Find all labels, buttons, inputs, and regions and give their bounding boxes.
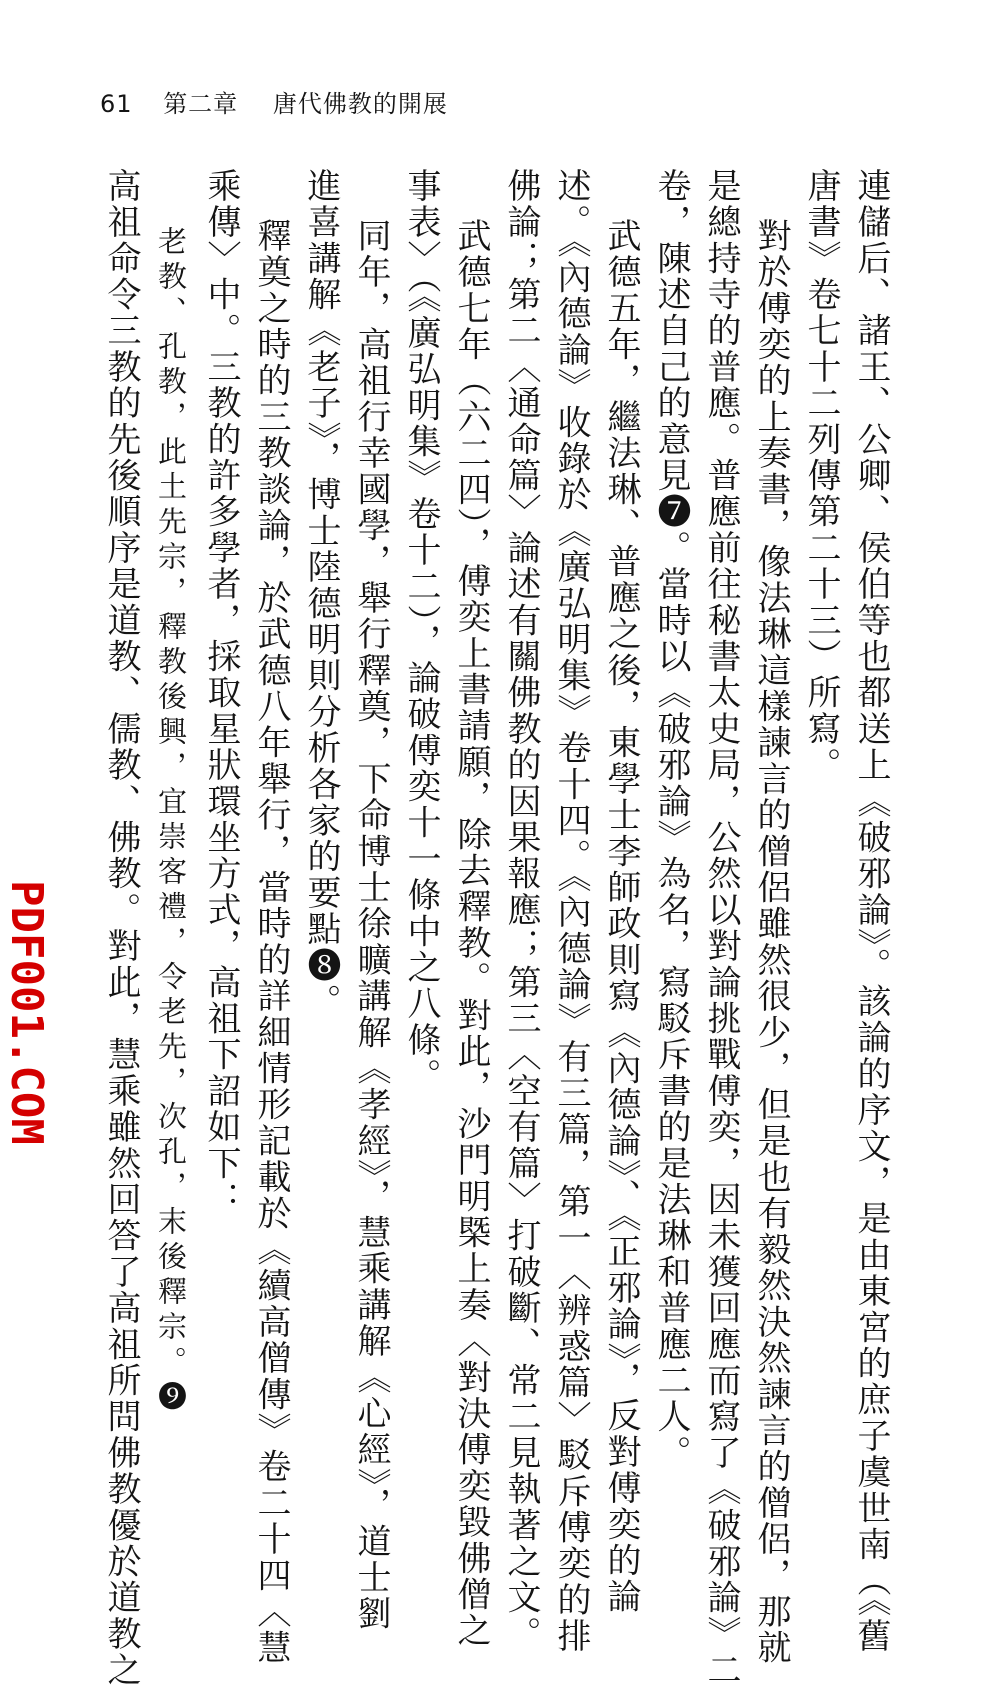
text-column: 連儲后、諸王、公卿、侯伯等也都送上《破邪論》。該論的序文，是由東宮的庶子虞世南（《舊 [851,168,891,1655]
text-column: 唐書》卷七十二列傳第二十三）所寫。 [801,168,841,784]
text-column: 事表〉（《廣弘明集》卷十二），論破傅奕十一條中之八條。 [401,168,441,1095]
quote-column: 老教、孔教，此土先宗，釋教後興，宜崇客禮，令老先，次孔，末後釋宗。❾ [154,226,188,1416]
running-head [100,84,448,119]
text-column: 同年，高祖行幸國學，舉行釋奠，下命博士徐曠講解《孝經》，慧乘講解《心經》，道士劉 [351,218,391,1632]
text-column: 武德五年，繼法琳、普應之後，東學士李師政則寫《內德論》、《正邪論》，反對傅奕的論 [601,218,641,1615]
text-column: 述。《內德論》收錄於《廣弘明集》卷十四。《內德論》有三篇，第一〈辨惑篇〉駁斥傅奕的排 [551,168,591,1655]
text-column: 進喜講解《老子》，博士陸德明則分析各家的要點❽。 [301,168,341,1020]
text-column: 佛論；第二〈通命篇〉論述有關佛教的因果報應；第三〈空有篇〉打破斷、常二見執著之文。 [501,168,541,1653]
chapter-label: 第二章 [163,90,239,118]
text-column: 乘傳〉中。三教的許多學者，採取星狀環坐方式，高祖下詔如下： [201,168,241,1218]
text-column: 武德七年（六二四），傅奕上書請願，除去釋教。對此，沙門明槩上奏〈對決傅奕毀佛僧之 [451,218,491,1649]
watermark: PDF001.COM [1,880,52,1145]
text-column: 高祖命令三教的先後順序是道教、儒教、佛教。對此，慧乘雖然回答了高祖所問佛教優於道教之 [101,168,141,1688]
body-text [96,168,896,1688]
text-column: 是總持寺的普應。普應前往秘書太史局，公然以對論挑戰傅奕，因未獲回應而寫了《破邪論》二 [701,168,741,1688]
text-column: 卷，陳述自己的意見❼。當時以《破邪論》為名，寫駁斥書的是法琳和普應二人。 [651,168,691,1472]
text-column: 釋奠之時的三教談論，於武德八年舉行，當時的詳細情形記載於《續高僧傳》卷二十四〈慧 [251,218,291,1666]
text-column: 對於傅奕的上奏書，像法琳這樣諫言的僧侶雖然很少，但是也有毅然決然諫言的僧侶，那就 [751,218,791,1666]
chapter-title: 唐代佛教的開展 [272,90,448,118]
page-number: 61 [100,90,133,118]
